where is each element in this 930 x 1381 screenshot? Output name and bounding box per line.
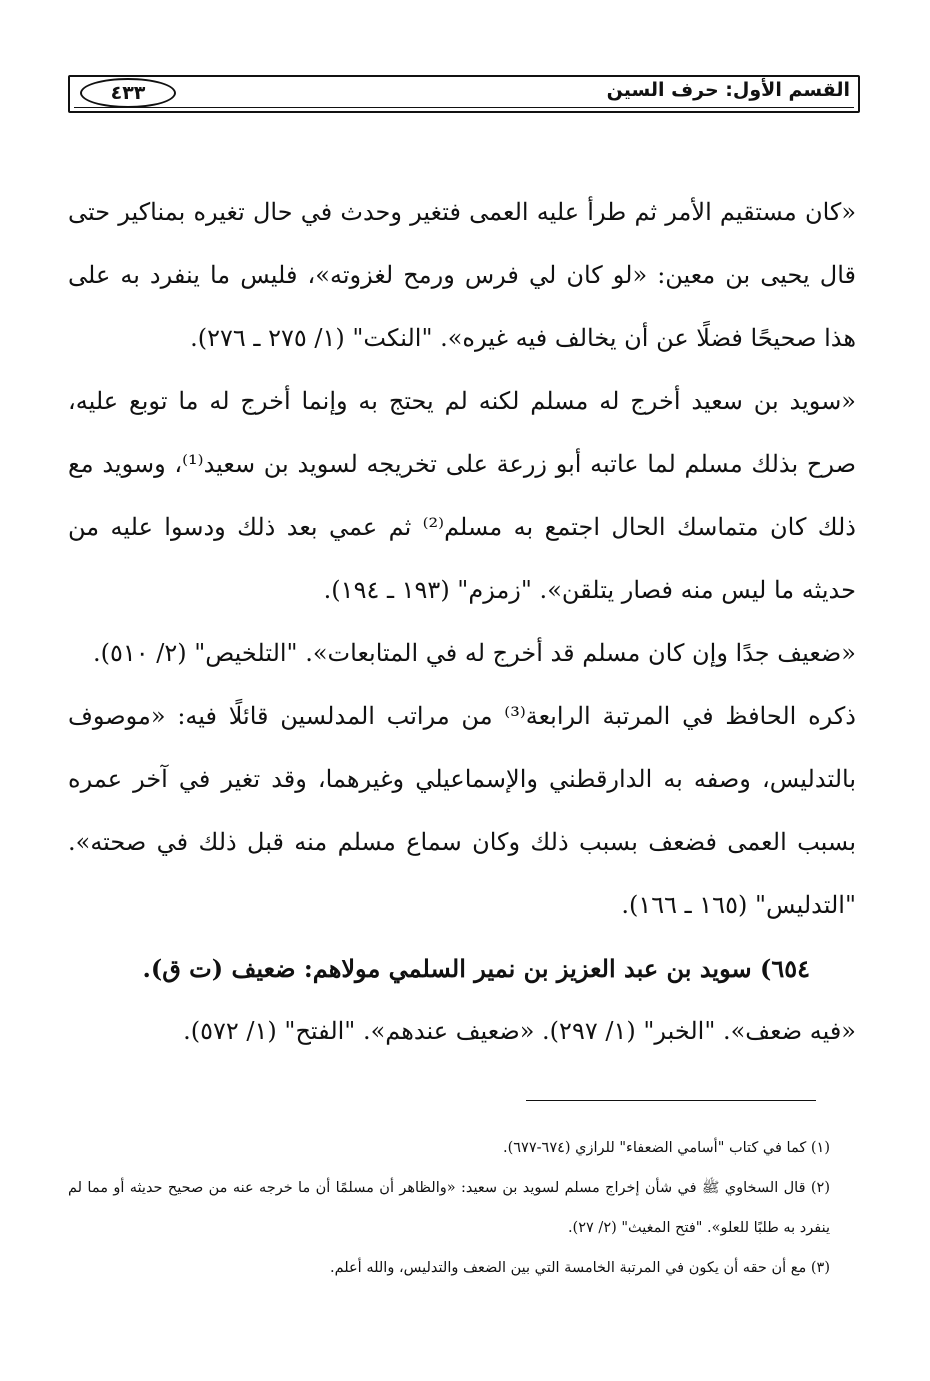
paragraph-zamzam-quote: «سويد بن سعيد أخرج له مسلم لكنه لم يحتج به وإنما أخرج له ما توبع عليه، صرح بذلك مسلم لما عاتبه أبو زرعة على تخريجه لسويد بن سعيد⁽¹⁾، وسويد مع ذلك كان متماسك الحال اجتمع به مسلم⁽²⁾ ثم عمي بعد ذلك ودسوا عليه من حديثه ما ليس منه فصار يتلقن». "زمزم" (١٩٣ ـ ١٩٤). xyxy=(68,387,856,604)
page-number: ٤٣٣ xyxy=(80,78,176,108)
narrator-entry-heading: ٦٥٤) سويد بن عبد العزيز بن نمير السلمي مولاهم: ضعيف (ت ق). xyxy=(142,954,810,983)
footnote-3: (٣) مع أن حقه أن يكون في المرتبة الخامسة التي بين الضعف والتدليس، والله أعلم. xyxy=(329,1260,830,1276)
footnotes xyxy=(68,1128,830,1288)
section-title: القسم الأول: حرف السين xyxy=(606,79,850,101)
paragraph-talkhis-quote: «ضعيف جدًا وإن كان مسلم قد أخرج له في المتابعات». "التلخيص" (٢/ ٥١٠). xyxy=(92,639,856,667)
footnote-divider xyxy=(526,1100,816,1101)
footnote-1: (١) كما في كتاب "أسامي الضعفاء" للرازي (٦٧٤-٦٧٧). xyxy=(502,1140,830,1156)
footnote-2: (٢) قال السخاوي ﷺ في شأن إخراج مسلم لسويد بن سعيد: «والظاهر أن مسلمًا أن ما خرجه عنه من صحيح حديثه أو مما لم ينفرد به طلبًا للعلو». "فتح المغيث" (٢/ ٢٧). xyxy=(68,1180,830,1236)
paragraph-tadlis-quote: ذكره الحافظ في المرتبة الرابعة⁽³⁾ من مراتب المدلسين قائلًا فيه: «موصوف بالتدليس، وصفه به الدارقطني والإسماعيلي وغيرهما، وقد تغير في آخر عمره بسبب العمى فضعف بسبب ذلك وكان سماع مسلم منه قبل ذلك في صحته». "التدليس" (١٦٥ ـ ١٦٦). xyxy=(68,702,856,919)
paragraph-khabar-fath-quote: «فيه ضعف». "الخبر" (١/ ٢٩٧). «ضعيف عندهم». "الفتح" (١/ ٥٧٢). xyxy=(183,1017,856,1045)
main-text xyxy=(68,181,856,1063)
running-header xyxy=(68,75,860,113)
paragraph-nukat-quote: «كان مستقيم الأمر ثم طرأ عليه العمى فتغير وحدث في حال تغيره بمناكير حتى قال يحيى بن معين: «لو كان لي فرس ورمح لغزوته»، فليس ما ينفرد به على هذا صحيحًا فضلًا عن أن يخالف فيه غيره». "النكت" (١/ ٢٧٥ ـ ٢٧٦). xyxy=(68,198,856,352)
